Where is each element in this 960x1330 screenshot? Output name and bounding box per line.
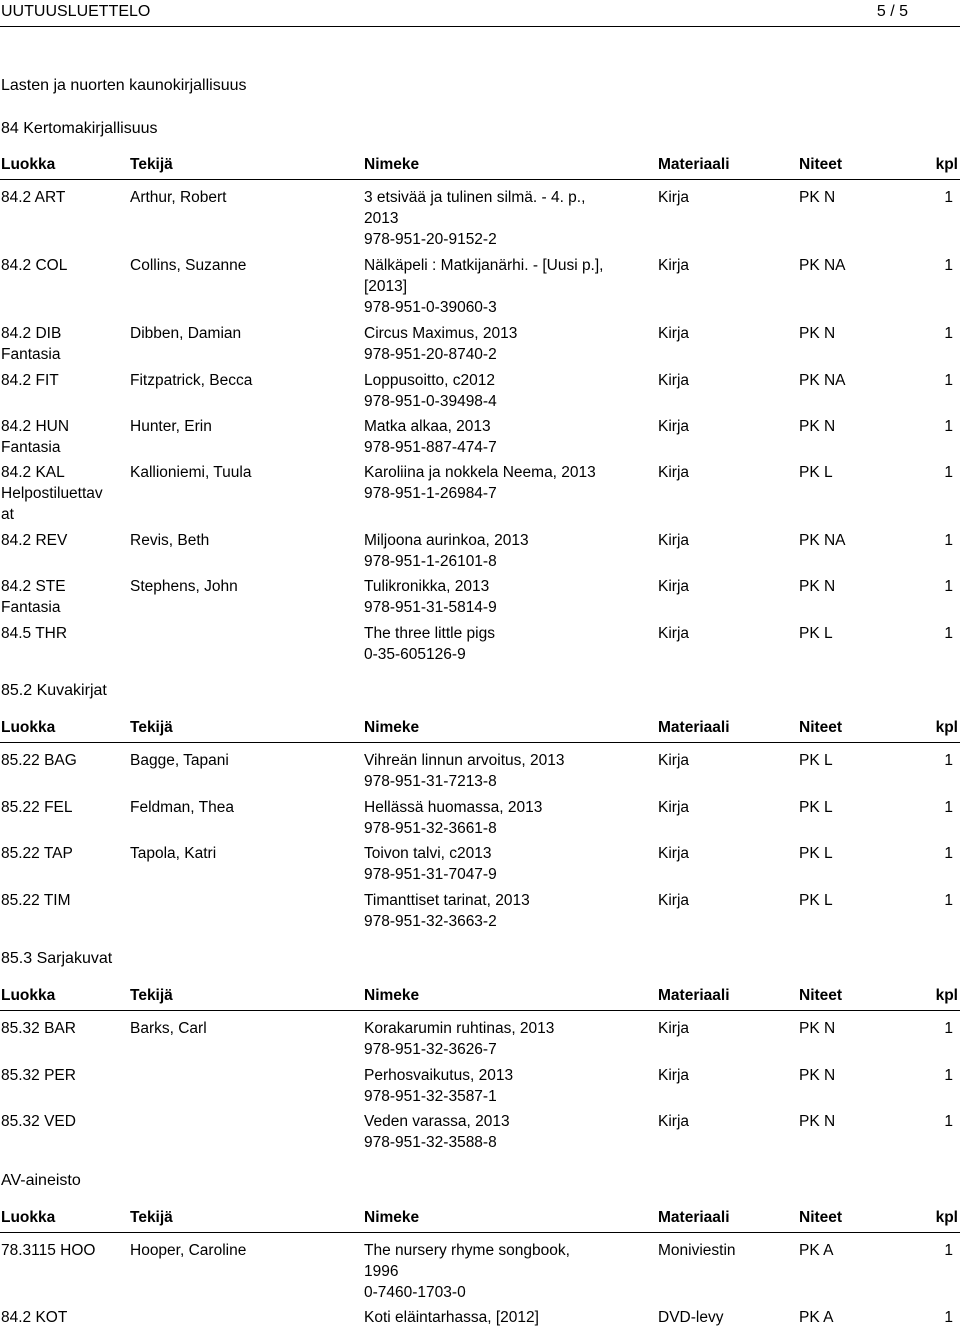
category-title: Lasten ja nuorten kaunokirjallisuus <box>1 77 247 94</box>
column-header-niteet: Niteet <box>799 1209 843 1226</box>
nimeke-line: 978-951-32-3588-8 <box>364 1134 497 1151</box>
cell-tekija: Kallioniemi, Tuula <box>130 464 252 481</box>
cell-luokka <box>1 1065 121 1086</box>
cell-niteet: PK L <box>799 845 833 862</box>
cell-tekija: Bagge, Tapani <box>130 752 229 769</box>
cell-luokka <box>1 1111 121 1132</box>
luokka-line: 84.2 HUN <box>1 418 70 435</box>
nimeke-line: Perhosvaikutus, 2013 <box>364 1067 514 1084</box>
nimeke-line: Vihreän linnun arvoitus, 2013 <box>364 752 565 769</box>
cell-niteet: PK NA <box>799 257 846 274</box>
cell-tekija: Dibben, Damian <box>130 325 242 342</box>
cell-niteet: PK N <box>799 1020 836 1037</box>
cell-nimeke <box>364 1307 539 1328</box>
cell-materiaali: Kirja <box>658 464 690 481</box>
cell-niteet: PK NA <box>799 532 846 549</box>
nimeke-line: 978-951-1-26984-7 <box>364 485 497 502</box>
cell-luokka <box>1 1307 121 1328</box>
cell-luokka <box>1 255 121 276</box>
cell-kpl: 1 <box>944 464 953 481</box>
luokka-line: 85.22 FEL <box>1 799 73 816</box>
cell-kpl: 1 <box>944 752 953 769</box>
nimeke-line: The nursery rhyme songbook, <box>364 1242 570 1259</box>
cell-luokka <box>1 416 121 458</box>
nimeke-line: 978-951-32-3587-1 <box>364 1088 497 1105</box>
nimeke-line: 1996 <box>364 1263 399 1280</box>
luokka-line: 85.32 VED <box>1 1113 76 1130</box>
cell-materiaali: Kirja <box>658 257 690 274</box>
cell-materiaali: Kirja <box>658 325 690 342</box>
luokka-line: 85.32 PER <box>1 1067 76 1084</box>
nimeke-line: 978-951-32-3663-2 <box>364 913 497 930</box>
column-header-luokka: Luokka <box>1 1209 56 1226</box>
luokka-line: Fantasia <box>1 346 61 363</box>
cell-kpl: 1 <box>944 1242 953 1259</box>
column-header-divider <box>0 1232 960 1233</box>
column-header-materiaali: Materiaali <box>658 719 730 736</box>
column-header-materiaali: Materiaali <box>658 1209 730 1226</box>
header-divider <box>0 26 960 27</box>
nimeke-line: 978-951-31-7047-9 <box>364 866 497 883</box>
column-header-tekija: Tekijä <box>130 987 173 1004</box>
nimeke-line: 978-951-31-5814-9 <box>364 599 497 616</box>
cell-nimeke <box>364 530 529 572</box>
section-title: AV-aineisto <box>1 1172 81 1189</box>
cell-luokka <box>1 890 121 911</box>
cell-niteet: PK L <box>799 625 833 642</box>
nimeke-line: Matka alkaa, 2013 <box>364 418 491 435</box>
column-header-tekija: Tekijä <box>130 156 173 173</box>
nimeke-line: Veden varassa, 2013 <box>364 1113 510 1130</box>
cell-tekija: Feldman, Thea <box>130 799 234 816</box>
cell-luokka <box>1 797 121 818</box>
cell-materiaali: Kirja <box>658 752 690 769</box>
cell-niteet: PK N <box>799 1067 836 1084</box>
luokka-line: 85.32 BAR <box>1 1020 76 1037</box>
page-header <box>0 0 960 24</box>
column-header-kpl: kpl <box>935 156 958 173</box>
cell-nimeke <box>364 416 497 458</box>
cell-materiaali: Kirja <box>658 892 690 909</box>
luokka-line: Fantasia <box>1 599 61 616</box>
cell-niteet: PK L <box>799 752 833 769</box>
cell-nimeke <box>364 323 517 365</box>
luokka-line: 84.2 DIB <box>1 325 62 342</box>
cell-kpl: 1 <box>944 1309 953 1326</box>
luokka-line: 84.2 COL <box>1 257 68 274</box>
cell-luokka <box>1 187 121 208</box>
column-header-materiaali: Materiaali <box>658 987 730 1004</box>
cell-kpl: 1 <box>944 1113 953 1130</box>
nimeke-line: Toivon talvi, c2013 <box>364 845 492 862</box>
column-header-luokka: Luokka <box>1 156 56 173</box>
cell-materiaali: Kirja <box>658 1020 690 1037</box>
luokka-line: 84.5 THR <box>1 625 68 642</box>
column-header-row <box>0 985 960 1006</box>
column-header-tekija: Tekijä <box>130 1209 173 1226</box>
luokka-line: 84.2 FIT <box>1 372 59 389</box>
cell-luokka <box>1 750 121 771</box>
nimeke-line: 978-951-887-474-7 <box>364 439 497 456</box>
cell-tekija: Stephens, John <box>130 578 238 595</box>
cell-luokka <box>1 1018 121 1039</box>
cell-luokka <box>1 462 121 525</box>
cell-nimeke <box>364 1018 554 1060</box>
nimeke-line: The three little pigs <box>364 625 495 642</box>
luokka-line: 84.2 ART <box>1 189 66 206</box>
luokka-line: 78.3115 HOO <box>1 1242 96 1259</box>
cell-nimeke <box>364 750 565 792</box>
column-header-nimeke: Nimeke <box>364 719 420 736</box>
nimeke-line: Tulikronikka, 2013 <box>364 578 490 595</box>
cell-kpl: 1 <box>944 325 953 342</box>
cell-nimeke <box>364 187 585 250</box>
cell-nimeke <box>364 370 497 412</box>
luokka-line: Helpostiluettav <box>1 485 103 502</box>
nimeke-line: Korakarumin ruhtinas, 2013 <box>364 1020 555 1037</box>
cell-kpl: 1 <box>944 189 953 206</box>
cell-materiaali: Kirja <box>658 799 690 816</box>
column-header-nimeke: Nimeke <box>364 156 420 173</box>
cell-materiaali: Kirja <box>658 625 690 642</box>
cell-luokka <box>1 843 121 864</box>
column-header-niteet: Niteet <box>799 719 843 736</box>
nimeke-line: 978-951-1-26101-8 <box>364 553 497 570</box>
cell-luokka <box>1 576 121 618</box>
cell-tekija: Collins, Suzanne <box>130 257 247 274</box>
column-header-kpl: kpl <box>935 987 958 1004</box>
column-header-kpl: kpl <box>935 719 958 736</box>
column-header-nimeke: Nimeke <box>364 987 420 1004</box>
nimeke-line: Circus Maximus, 2013 <box>364 325 518 342</box>
cell-kpl: 1 <box>944 532 953 549</box>
cell-nimeke <box>364 890 530 932</box>
cell-nimeke <box>364 623 495 665</box>
nimeke-line: Timanttiset tarinat, 2013 <box>364 892 530 909</box>
cell-materiaali: Kirja <box>658 845 690 862</box>
nimeke-line: 2013 <box>364 210 399 227</box>
nimeke-line: 0-7460-1703-0 <box>364 1284 466 1301</box>
cell-materiaali: Moniviestin <box>658 1242 736 1259</box>
column-header-niteet: Niteet <box>799 156 843 173</box>
cell-materiaali: Kirja <box>658 578 690 595</box>
cell-materiaali: Kirja <box>658 418 690 435</box>
cell-niteet: PK A <box>799 1309 834 1326</box>
column-header-niteet: Niteet <box>799 987 843 1004</box>
cell-tekija: Hooper, Caroline <box>130 1242 247 1259</box>
luokka-line: 84.2 STE <box>1 578 66 595</box>
nimeke-line: 978-951-20-8740-2 <box>364 346 497 363</box>
cell-tekija: Barks, Carl <box>130 1020 207 1037</box>
cell-niteet: PK L <box>799 799 833 816</box>
document-title: UUTUUSLUETTELO <box>1 3 151 20</box>
cell-nimeke <box>364 576 497 618</box>
nimeke-line: Nälkäpeli : Matkijanärhi. - [Uusi p.], <box>364 257 604 274</box>
cell-kpl: 1 <box>944 1020 953 1037</box>
column-header-luokka: Luokka <box>1 719 56 736</box>
cell-kpl: 1 <box>944 845 953 862</box>
column-header-materiaali: Materiaali <box>658 156 730 173</box>
cell-niteet: PK N <box>799 189 836 206</box>
cell-luokka <box>1 530 121 551</box>
section-title: 84 Kertomakirjallisuus <box>1 120 158 137</box>
column-header-divider <box>0 742 960 743</box>
page-number: 5 / 5 <box>876 3 908 20</box>
column-header-kpl: kpl <box>935 1209 958 1226</box>
cell-materiaali: Kirja <box>658 1067 690 1084</box>
cell-kpl: 1 <box>944 799 953 816</box>
cell-kpl: 1 <box>944 372 953 389</box>
nimeke-line: 978-951-0-39498-4 <box>364 393 497 410</box>
cell-tekija: Fitzpatrick, Becca <box>130 372 253 389</box>
cell-materiaali: Kirja <box>658 189 690 206</box>
nimeke-line: 978-951-31-7213-8 <box>364 773 497 790</box>
cell-kpl: 1 <box>944 418 953 435</box>
nimeke-line: Koti eläintarhassa, [2012] <box>364 1309 539 1326</box>
nimeke-line: Loppusoitto, c2012 <box>364 372 495 389</box>
cell-nimeke <box>364 1240 570 1303</box>
column-header-nimeke: Nimeke <box>364 1209 420 1226</box>
cell-niteet: PK NA <box>799 372 846 389</box>
nimeke-line: Hellässä huomassa, 2013 <box>364 799 543 816</box>
cell-kpl: 1 <box>944 1067 953 1084</box>
nimeke-line: 3 etsivää ja tulinen silmä. - 4. p., <box>364 189 586 206</box>
luokka-line: 85.22 TIM <box>1 892 71 909</box>
luokka-line: at <box>1 506 14 523</box>
luokka-line: 84.2 KOT <box>1 1309 68 1326</box>
nimeke-line: 0-35-605126-9 <box>364 646 466 663</box>
nimeke-line: Karoliina ja nokkela Neema, 2013 <box>364 464 596 481</box>
cell-tekija: Hunter, Erin <box>130 418 212 435</box>
column-header-divider <box>0 179 960 180</box>
nimeke-line: 978-951-20-9152-2 <box>364 231 497 248</box>
luokka-line: 85.22 BAG <box>1 752 77 769</box>
cell-niteet: PK N <box>799 578 836 595</box>
section-title: 85.2 Kuvakirjat <box>1 682 107 699</box>
cell-materiaali: DVD-levy <box>658 1309 724 1326</box>
cell-luokka <box>1 323 121 365</box>
cell-materiaali: Kirja <box>658 372 690 389</box>
cell-niteet: PK A <box>799 1242 834 1259</box>
luokka-line: 84.2 KAL <box>1 464 65 481</box>
cell-niteet: PK L <box>799 464 833 481</box>
luokka-line: 84.2 REV <box>1 532 68 549</box>
column-header-tekija: Tekijä <box>130 719 173 736</box>
cell-nimeke <box>364 1111 510 1153</box>
cell-kpl: 1 <box>944 625 953 642</box>
cell-materiaali: Kirja <box>658 1113 690 1130</box>
cell-nimeke <box>364 843 497 885</box>
cell-tekija: Arthur, Robert <box>130 189 227 206</box>
nimeke-line: [2013] <box>364 278 408 295</box>
cell-materiaali: Kirja <box>658 532 690 549</box>
cell-kpl: 1 <box>944 257 953 274</box>
section-title: 85.3 Sarjakuvat <box>1 950 113 967</box>
column-header-luokka: Luokka <box>1 987 56 1004</box>
cell-niteet: PK L <box>799 892 833 909</box>
luokka-line: 85.22 TAP <box>1 845 73 862</box>
cell-luokka <box>1 370 121 391</box>
column-header-row <box>0 154 960 175</box>
column-header-divider <box>0 1010 960 1011</box>
nimeke-line: 978-951-32-3626-7 <box>364 1041 497 1058</box>
cell-nimeke <box>364 462 596 504</box>
column-header-row <box>0 1207 960 1228</box>
nimeke-line: 978-951-0-39060-3 <box>364 299 497 316</box>
cell-niteet: PK N <box>799 418 836 435</box>
nimeke-line: Miljoona aurinkoa, 2013 <box>364 532 529 549</box>
cell-nimeke <box>364 1065 513 1107</box>
cell-tekija: Revis, Beth <box>130 532 210 549</box>
cell-niteet: PK N <box>799 1113 836 1130</box>
cell-kpl: 1 <box>944 892 953 909</box>
luokka-line: Fantasia <box>1 439 61 456</box>
nimeke-line: 978-951-32-3661-8 <box>364 820 497 837</box>
cell-luokka <box>1 623 121 644</box>
cell-nimeke <box>364 255 603 318</box>
cell-niteet: PK N <box>799 325 836 342</box>
cell-tekija: Tapola, Katri <box>130 845 217 862</box>
cell-nimeke <box>364 797 542 839</box>
cell-kpl: 1 <box>944 578 953 595</box>
column-header-row <box>0 717 960 738</box>
cell-luokka <box>1 1240 121 1261</box>
